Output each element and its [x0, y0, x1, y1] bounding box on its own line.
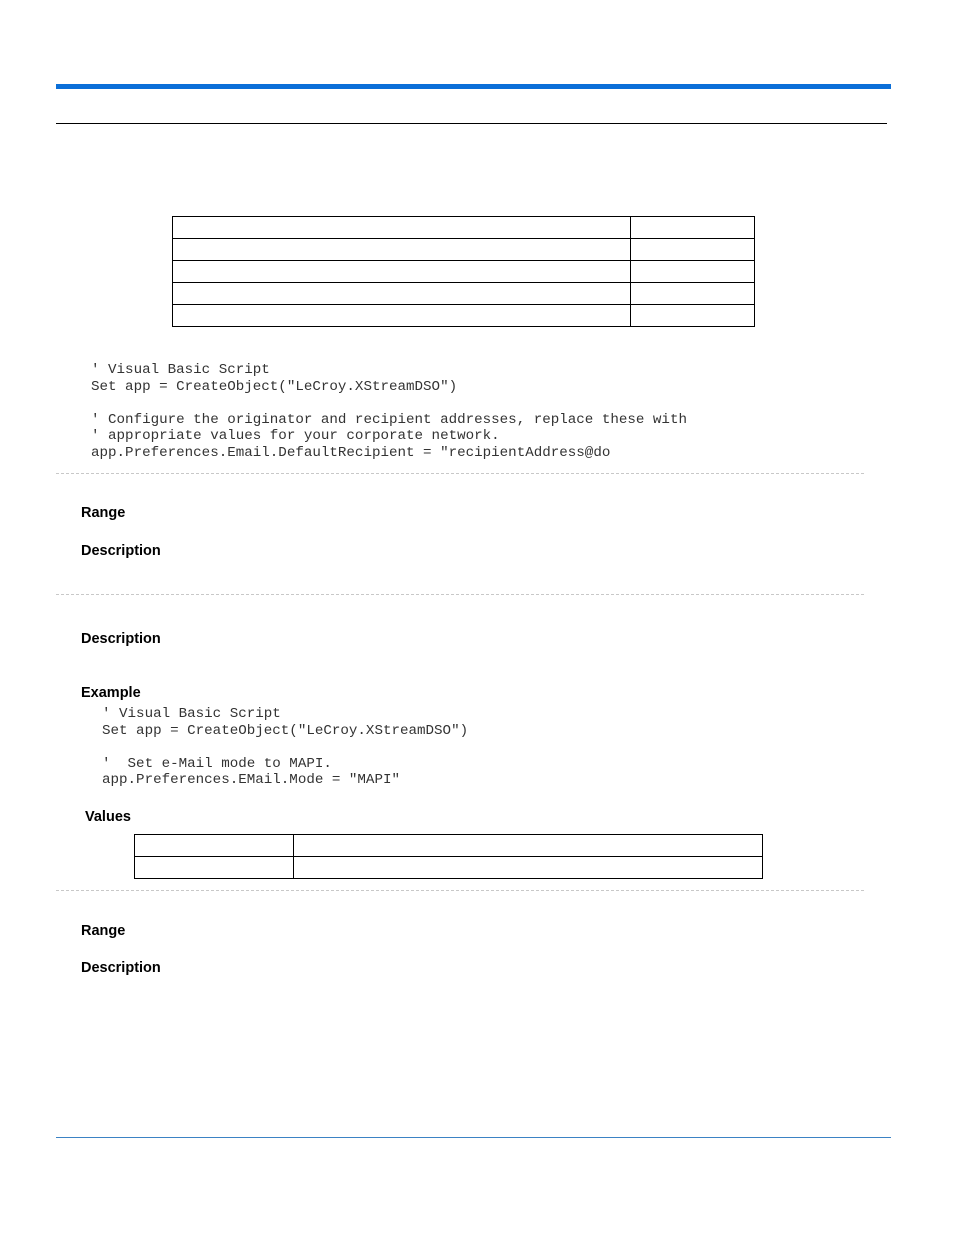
footer-rule: [56, 1137, 891, 1138]
table-row: [173, 261, 755, 283]
description-heading: Description: [81, 960, 161, 976]
description-heading: Description: [81, 631, 161, 647]
table-row: [173, 283, 755, 305]
code-line: ' Set e-Mail mode to MAPI.: [102, 755, 332, 772]
table-row: [135, 857, 763, 879]
properties-table: [172, 216, 755, 327]
section-divider: [56, 473, 864, 474]
code-line: app.Preferences.Email.DefaultRecipient = "recipientAddress@do: [91, 444, 611, 461]
section-divider: [56, 594, 864, 595]
code-line: ' Configure the originator and recipient addresses, replace these with: [91, 411, 687, 428]
code-line: ' appropriate values for your corporate network.: [91, 428, 500, 444]
code-line: [102, 739, 468, 756]
values-heading: Values: [85, 809, 131, 825]
table-row: [173, 305, 755, 327]
range-heading: Range: [81, 505, 126, 521]
code-line: ' Visual Basic Script: [91, 362, 270, 378]
table-row: [173, 239, 755, 261]
values-table: [134, 834, 763, 879]
code-line: ' Visual Basic Script: [102, 706, 281, 722]
range-heading: Range: [81, 923, 126, 939]
code-line: app.Preferences.EMail.Mode = "MAPI": [102, 772, 400, 788]
code-example-email-mode: [102, 706, 468, 789]
header-rule: [56, 123, 887, 124]
section-divider: [56, 890, 864, 891]
code-example-default-recipient: [91, 362, 687, 461]
description-heading: Description: [81, 543, 161, 559]
header-accent-bar: [56, 84, 891, 89]
code-line: Set app = CreateObject("LeCroy.XStreamDSO"): [102, 722, 469, 739]
code-line: [91, 395, 687, 412]
code-line: Set app = CreateObject("LeCroy.XStreamDSO"): [91, 378, 458, 395]
example-heading: Example: [81, 685, 141, 701]
table-row: [135, 835, 763, 857]
table-row: [173, 217, 755, 239]
